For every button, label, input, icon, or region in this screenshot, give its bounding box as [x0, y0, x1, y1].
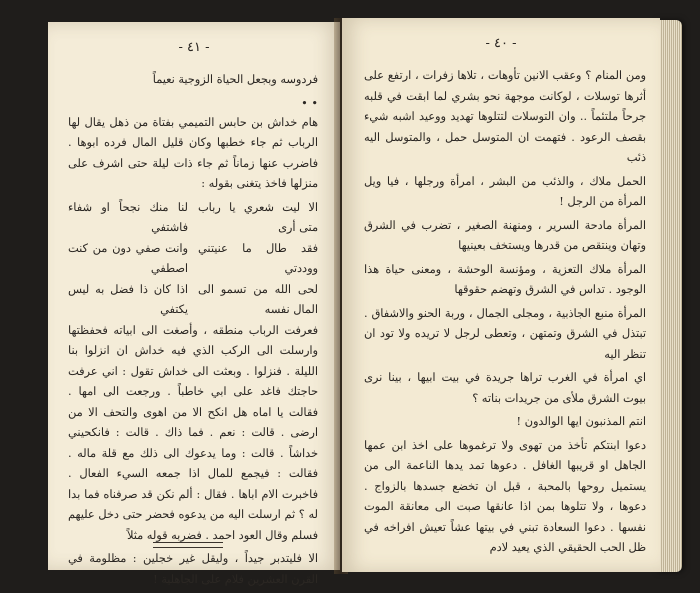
end-ornament-rule [153, 542, 223, 548]
left-paragraph: الا فليتدبر جيداً ، وليقل غير خجلين : مظلومة في القرن العشرين فلام على الجاهلية ! [68, 552, 318, 586]
left-paragraph: فردوسه وبجعل الحياة الزوجية نعيماً [152, 73, 318, 86]
verse-second-half: اذا كان ذا فضل به ليس يكتفي [68, 282, 188, 316]
left-paragraph: فعرفت الرباب منطقه ، وأصغت الى ابياته فحفظتها وارسلت الى الركب الذي فيه خداش ان انزلوا بنا الليلة . فنزلوا . وبعثت الى خداش تقول : اني عرفت حاجتك فاغد على ابي خاطباً . ورجعت الى امها . فقالت يا اماه هل انكح الا من اهوى والتحف الا من ارضى . قالت : نعم . فما ذاك . قالت : فانكحيني خداشاً . قالت : وما يدعوك الى ذلك مع قلة ماله . فقالت : فيجمع للمال اذا جمعه السيء الفعال . فاخبرت الام اباها . فقال : ألم نكن قد صرفناه فما بدا له ؟ ثم ارسلت اليه من يدعوه فحضر حتى دخل عليهم فسلم وقال العود احمد . فضربه قوله مثلاً [68, 323, 318, 542]
right-paragraph: انتم المذنبون ايها الوالدون ! [516, 415, 646, 428]
left-paragraph: هام خداش بن حابس التميمي بفتاة من ذهل يقال لها الرباب ثم جاء خطبها وكان قليل المال فرده ابوها . فاضرب عنها زماناً ثم جاء ذات ليلة حتى اشرف على منزلها فاخذ يتغنى بقوله : [68, 115, 318, 190]
right-page-number: - ٤٠ - [485, 36, 517, 51]
right-paragraph: ومن المنام ؟ وعقب الانين تأوهات ، تلاها زفرات ، ارتفع على أثرها توسلات ، لوكانت موجهة نحو بشري لما ابقت في قلبه جرحاً ملتئماً .. وان التوسلات لتتلوها تهديد ووعيد اشبه شيء بقصف الرعود . فتهمت ان المتوسل حمل ، والمتوسل اليه ذئب [364, 69, 646, 164]
verse-first-half: الا ليت شعري يا رباب متى أرى [198, 200, 318, 234]
left-page [48, 22, 340, 586]
right-paragraph: اي امرأة في الغرب تراها جريدة في بيت ابيها ، بينا نرى بيوت الشرق ملأى من جريدات بناته ؟ [364, 371, 646, 405]
open-book [8, 10, 692, 586]
right-paragraph: المرأة ملاك التعزية ، ومؤنسة الوحشة ، ومعنى حياة هذا الوجود . تداس في الشرق وتهضم حقوقها [364, 262, 646, 296]
right-paragraph: الحمل ملاك ، والذئب من البشر ، امرأة ورجلها ، فيا ويل المرأة من الرجل ! [364, 174, 646, 208]
verse-first-half: فقد طال ما عنيتني ووددتي [198, 241, 318, 275]
right-paragraph: المرأة منبع الجاذبية ، ومجلى الجمال ، وربة الحنو والاشفاق . تبتذل في الشرق وتمتهن ، وتعطى لرجل لا تريده ولا تود ان تنظر اليه [364, 306, 646, 361]
left-page-body [68, 70, 318, 593]
right-page-body [364, 66, 646, 562]
poem-verse [68, 198, 318, 239]
right-paragraph: المرأة مادحة السرير ، ومنهنة الصغير ، تضرب في الشرق وتهان وينتقص من قدرها ويستخف بعينيها [364, 218, 646, 252]
section-dots: • • [301, 96, 318, 110]
verse-first-half: لحى الله من تسمو الى المال نفسه [198, 282, 318, 316]
verse-second-half: لنا منك نجحاً او شفاء فاشتفي [68, 200, 188, 234]
poem-verse [68, 280, 318, 321]
verse-second-half: وانت صفي دون من كنت اصطفي [68, 241, 188, 275]
left-page-number: - ٤١ - [178, 40, 210, 55]
right-page [342, 18, 660, 572]
right-paragraph: دعوا ابنتكم تأخذ من تهوى ولا ترغموها على اخذ ابن عمها الجاهل او قريبها الغافل . دعوها تمد يدها الناعمة الى من يستميل روحها بالمحبة ، قبل ان تخضع جسدها بالزواج . دعوها ، ولا تتلوها بمن اذا عانقها صبت الى معانقة الموت نفسها . دعوا السعادة تبني في بيتها عشاً تعيش افراخه في ظل الحب الحقيقي الذي يعيد لادم [364, 438, 646, 554]
poem-verse [68, 239, 318, 280]
